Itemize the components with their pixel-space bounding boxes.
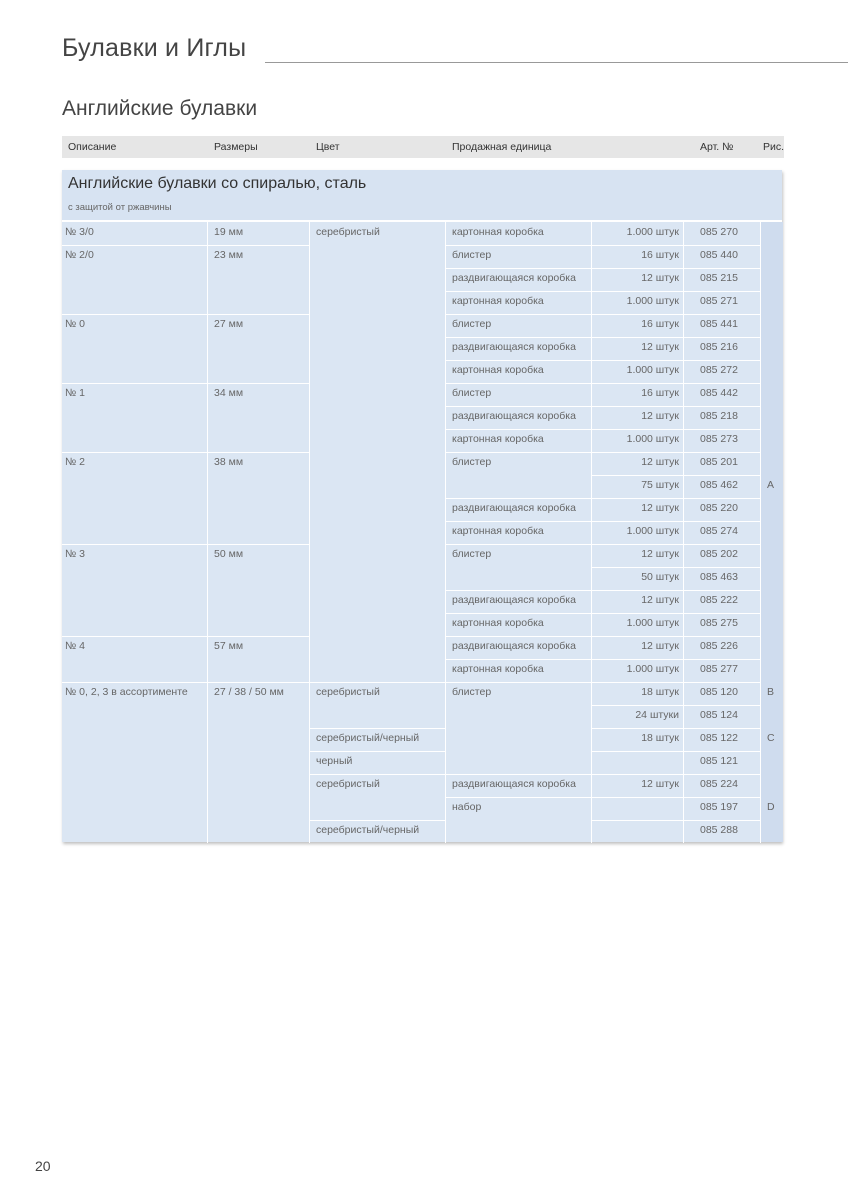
row-divider bbox=[591, 475, 683, 476]
row-divider bbox=[591, 728, 683, 729]
row-divider bbox=[683, 751, 760, 752]
cell-qty: 12 штук bbox=[641, 272, 679, 284]
cell-fig: A bbox=[767, 479, 775, 491]
figure-column bbox=[760, 222, 783, 842]
cell-art: 085 270 bbox=[700, 226, 738, 238]
cell-desc: № 0, 2, 3 в ассортименте bbox=[65, 686, 188, 698]
cell-art: 085 224 bbox=[700, 778, 738, 790]
cell-unit: блистер bbox=[452, 686, 492, 698]
cell-desc: № 2 bbox=[65, 456, 86, 468]
cell-unit: картонная коробка bbox=[452, 617, 544, 629]
cell-qty: 1.000 штук bbox=[626, 663, 679, 675]
table-body bbox=[62, 222, 782, 842]
row-divider bbox=[445, 337, 591, 338]
row-divider bbox=[683, 797, 760, 798]
row-divider bbox=[445, 682, 591, 683]
row-divider bbox=[683, 245, 760, 246]
row-divider bbox=[591, 797, 683, 798]
row-divider bbox=[683, 659, 760, 660]
cell-art: 085 275 bbox=[700, 617, 738, 629]
cell-art: 085 462 bbox=[700, 479, 738, 491]
row-divider bbox=[683, 544, 760, 545]
header-art: Арт. № bbox=[700, 141, 734, 153]
cell-unit: картонная коробка bbox=[452, 663, 544, 675]
row-divider bbox=[591, 268, 683, 269]
row-divider bbox=[591, 567, 683, 568]
row-divider bbox=[309, 682, 445, 683]
row-divider bbox=[445, 360, 591, 361]
row-divider bbox=[591, 383, 683, 384]
cell-art: 085 272 bbox=[700, 364, 738, 376]
chapter-title: Булавки и Иглы bbox=[62, 34, 247, 62]
header-unit: Продажная единица bbox=[452, 141, 552, 153]
row-divider bbox=[591, 705, 683, 706]
cell-size: 50 мм bbox=[214, 548, 244, 560]
row-divider bbox=[683, 498, 760, 499]
cell-desc: № 1 bbox=[65, 387, 86, 399]
row-divider bbox=[591, 452, 683, 453]
row-divider bbox=[309, 820, 445, 821]
row-divider bbox=[591, 636, 683, 637]
row-divider bbox=[591, 406, 683, 407]
cell-unit: раздвигающаяся коробка bbox=[452, 594, 576, 606]
column-divider bbox=[683, 222, 684, 843]
cell-unit: раздвигающаяся коробка bbox=[452, 272, 576, 284]
cell-art: 085 220 bbox=[700, 502, 738, 514]
cell-unit: раздвигающаяся коробка bbox=[452, 778, 576, 790]
row-divider bbox=[683, 360, 760, 361]
cell-unit: блистер bbox=[452, 318, 492, 330]
row-divider bbox=[445, 383, 591, 384]
row-divider bbox=[591, 360, 683, 361]
cell-qty: 12 штук bbox=[641, 778, 679, 790]
cell-fig: B bbox=[767, 686, 775, 698]
header-color: Цвет bbox=[316, 141, 340, 153]
cell-size: 57 мм bbox=[214, 640, 244, 652]
row-divider bbox=[591, 337, 683, 338]
cell-art: 085 201 bbox=[700, 456, 738, 468]
row-divider bbox=[445, 613, 591, 614]
cell-qty: 1.000 штук bbox=[626, 226, 679, 238]
cell-qty: 18 штук bbox=[641, 732, 679, 744]
row-divider bbox=[207, 314, 309, 315]
column-divider bbox=[445, 222, 446, 843]
row-divider bbox=[591, 314, 683, 315]
cell-size: 19 мм bbox=[214, 226, 244, 238]
cell-desc: № 4 bbox=[65, 640, 86, 652]
row-divider bbox=[62, 544, 207, 545]
cell-qty: 12 штук bbox=[641, 410, 679, 422]
row-divider bbox=[309, 751, 445, 752]
column-divider bbox=[760, 222, 761, 843]
row-divider bbox=[62, 314, 207, 315]
cell-art: 085 218 bbox=[700, 410, 738, 422]
row-divider bbox=[445, 291, 591, 292]
row-divider bbox=[683, 429, 760, 430]
product-table bbox=[62, 136, 784, 842]
row-divider bbox=[445, 544, 591, 545]
cell-qty: 12 штук bbox=[641, 548, 679, 560]
cell-unit: блистер bbox=[452, 249, 492, 261]
row-divider bbox=[62, 383, 207, 384]
cell-art: 085 441 bbox=[700, 318, 738, 330]
cell-art: 085 288 bbox=[700, 824, 738, 836]
cell-color: черный bbox=[316, 755, 353, 767]
cell-size: 38 мм bbox=[214, 456, 244, 468]
row-divider bbox=[62, 636, 207, 637]
cell-size: 23 мм bbox=[214, 249, 244, 261]
row-divider bbox=[309, 728, 445, 729]
row-divider bbox=[683, 728, 760, 729]
row-divider bbox=[683, 406, 760, 407]
row-divider bbox=[683, 452, 760, 453]
cell-art: 085 273 bbox=[700, 433, 738, 445]
row-divider bbox=[683, 613, 760, 614]
cell-art: 085 440 bbox=[700, 249, 738, 261]
product-group bbox=[62, 170, 782, 842]
row-divider bbox=[207, 245, 309, 246]
header-sizes: Размеры bbox=[214, 141, 258, 153]
cell-size: 34 мм bbox=[214, 387, 244, 399]
row-divider bbox=[207, 383, 309, 384]
page-number: 20 bbox=[35, 1158, 51, 1174]
row-divider bbox=[62, 682, 207, 683]
cell-qty: 1.000 штук bbox=[626, 617, 679, 629]
cell-unit: блистер bbox=[452, 548, 492, 560]
cell-art: 085 226 bbox=[700, 640, 738, 652]
cell-qty: 12 штук bbox=[641, 640, 679, 652]
cell-art: 085 122 bbox=[700, 732, 738, 744]
column-divider bbox=[591, 222, 592, 843]
cell-art: 085 274 bbox=[700, 525, 738, 537]
row-divider bbox=[591, 613, 683, 614]
cell-art: 085 271 bbox=[700, 295, 738, 307]
row-divider bbox=[445, 636, 591, 637]
row-divider bbox=[683, 820, 760, 821]
cell-art: 085 222 bbox=[700, 594, 738, 606]
cell-desc: № 3 bbox=[65, 548, 86, 560]
row-divider bbox=[62, 245, 207, 246]
row-divider bbox=[591, 291, 683, 292]
cell-art: 085 216 bbox=[700, 341, 738, 353]
column-divider bbox=[207, 222, 208, 843]
row-divider bbox=[683, 383, 760, 384]
cell-art: 085 197 bbox=[700, 801, 738, 813]
row-divider bbox=[683, 774, 760, 775]
cell-unit: раздвигающаяся коробка bbox=[452, 410, 576, 422]
cell-unit: картонная коробка bbox=[452, 433, 544, 445]
cell-unit: блистер bbox=[452, 456, 492, 468]
row-divider bbox=[683, 314, 760, 315]
row-divider bbox=[683, 682, 760, 683]
cell-art: 085 442 bbox=[700, 387, 738, 399]
row-divider bbox=[591, 544, 683, 545]
row-divider bbox=[207, 636, 309, 637]
cell-color: серебристый/черный bbox=[316, 824, 420, 836]
header-description: Описание bbox=[68, 141, 117, 153]
cell-qty: 16 штук bbox=[641, 387, 679, 399]
group-title: Английские булавки со спиралью, сталь bbox=[68, 175, 367, 192]
row-divider bbox=[683, 337, 760, 338]
cell-color: серебристый/черный bbox=[316, 732, 420, 744]
cell-qty: 75 штук bbox=[641, 479, 679, 491]
row-divider bbox=[591, 659, 683, 660]
cell-color: серебристый bbox=[316, 686, 380, 698]
cell-unit: картонная коробка bbox=[452, 295, 544, 307]
row-divider bbox=[445, 452, 591, 453]
row-divider bbox=[591, 774, 683, 775]
column-divider bbox=[309, 222, 310, 843]
cell-qty: 12 штук bbox=[641, 341, 679, 353]
row-divider bbox=[683, 705, 760, 706]
row-divider bbox=[207, 544, 309, 545]
row-divider bbox=[591, 751, 683, 752]
cell-art: 085 215 bbox=[700, 272, 738, 284]
cell-art: 085 120 bbox=[700, 686, 738, 698]
cell-size: 27 мм bbox=[214, 318, 244, 330]
row-divider bbox=[445, 590, 591, 591]
row-divider bbox=[445, 268, 591, 269]
cell-unit: картонная коробка bbox=[452, 525, 544, 537]
row-divider bbox=[445, 797, 591, 798]
row-divider bbox=[591, 245, 683, 246]
cell-art: 085 121 bbox=[700, 755, 738, 767]
cell-qty: 24 штуки bbox=[635, 709, 679, 721]
cell-qty: 12 штук bbox=[641, 594, 679, 606]
cell-unit: набор bbox=[452, 801, 482, 813]
header-fig: Рис. bbox=[763, 141, 785, 153]
cell-color: серебристый bbox=[316, 226, 380, 238]
cell-fig: D bbox=[767, 801, 775, 813]
cell-qty: 18 штук bbox=[641, 686, 679, 698]
row-divider bbox=[683, 636, 760, 637]
row-divider bbox=[445, 406, 591, 407]
row-divider bbox=[445, 498, 591, 499]
row-divider bbox=[591, 590, 683, 591]
cell-art: 085 277 bbox=[700, 663, 738, 675]
row-divider bbox=[683, 567, 760, 568]
chapter-rule bbox=[265, 62, 848, 63]
cell-unit: раздвигающаяся коробка bbox=[452, 341, 576, 353]
row-divider bbox=[207, 452, 309, 453]
cell-unit: блистер bbox=[452, 387, 492, 399]
row-divider bbox=[445, 659, 591, 660]
cell-color: серебристый bbox=[316, 778, 380, 790]
cell-qty: 1.000 штук bbox=[626, 433, 679, 445]
cell-qty: 50 штук bbox=[641, 571, 679, 583]
row-divider bbox=[591, 498, 683, 499]
row-divider bbox=[445, 429, 591, 430]
row-divider bbox=[683, 590, 760, 591]
section-title: Английские булавки bbox=[62, 97, 258, 120]
row-divider bbox=[683, 291, 760, 292]
cell-unit: раздвигающаяся коробка bbox=[452, 502, 576, 514]
cell-desc: № 2/0 bbox=[65, 249, 94, 261]
row-divider bbox=[445, 314, 591, 315]
row-divider bbox=[309, 774, 445, 775]
row-divider bbox=[445, 245, 591, 246]
row-divider bbox=[62, 452, 207, 453]
cell-qty: 1.000 штук bbox=[626, 525, 679, 537]
cell-art: 085 124 bbox=[700, 709, 738, 721]
cell-desc: № 0 bbox=[65, 318, 86, 330]
cell-qty: 12 штук bbox=[641, 456, 679, 468]
row-divider bbox=[683, 521, 760, 522]
cell-qty: 16 штук bbox=[641, 249, 679, 261]
cell-unit: картонная коробка bbox=[452, 226, 544, 238]
row-divider bbox=[683, 475, 760, 476]
row-divider bbox=[591, 820, 683, 821]
row-divider bbox=[445, 521, 591, 522]
group-subtitle: с защитой от ржавчины bbox=[68, 202, 172, 213]
table-header bbox=[62, 136, 784, 158]
cell-unit: раздвигающаяся коробка bbox=[452, 640, 576, 652]
cell-qty: 12 штук bbox=[641, 502, 679, 514]
row-divider bbox=[445, 774, 591, 775]
cell-size: 27 / 38 / 50 мм bbox=[214, 686, 284, 698]
cell-qty: 16 штук bbox=[641, 318, 679, 330]
cell-desc: № 3/0 bbox=[65, 226, 94, 238]
row-divider bbox=[591, 682, 683, 683]
cell-unit: картонная коробка bbox=[452, 364, 544, 376]
row-divider bbox=[591, 429, 683, 430]
cell-qty: 1.000 штук bbox=[626, 295, 679, 307]
cell-fig: C bbox=[767, 732, 775, 744]
row-divider bbox=[683, 268, 760, 269]
row-divider bbox=[207, 682, 309, 683]
row-divider bbox=[591, 521, 683, 522]
group-header bbox=[62, 170, 782, 222]
cell-qty: 1.000 штук bbox=[626, 364, 679, 376]
cell-art: 085 463 bbox=[700, 571, 738, 583]
cell-art: 085 202 bbox=[700, 548, 738, 560]
